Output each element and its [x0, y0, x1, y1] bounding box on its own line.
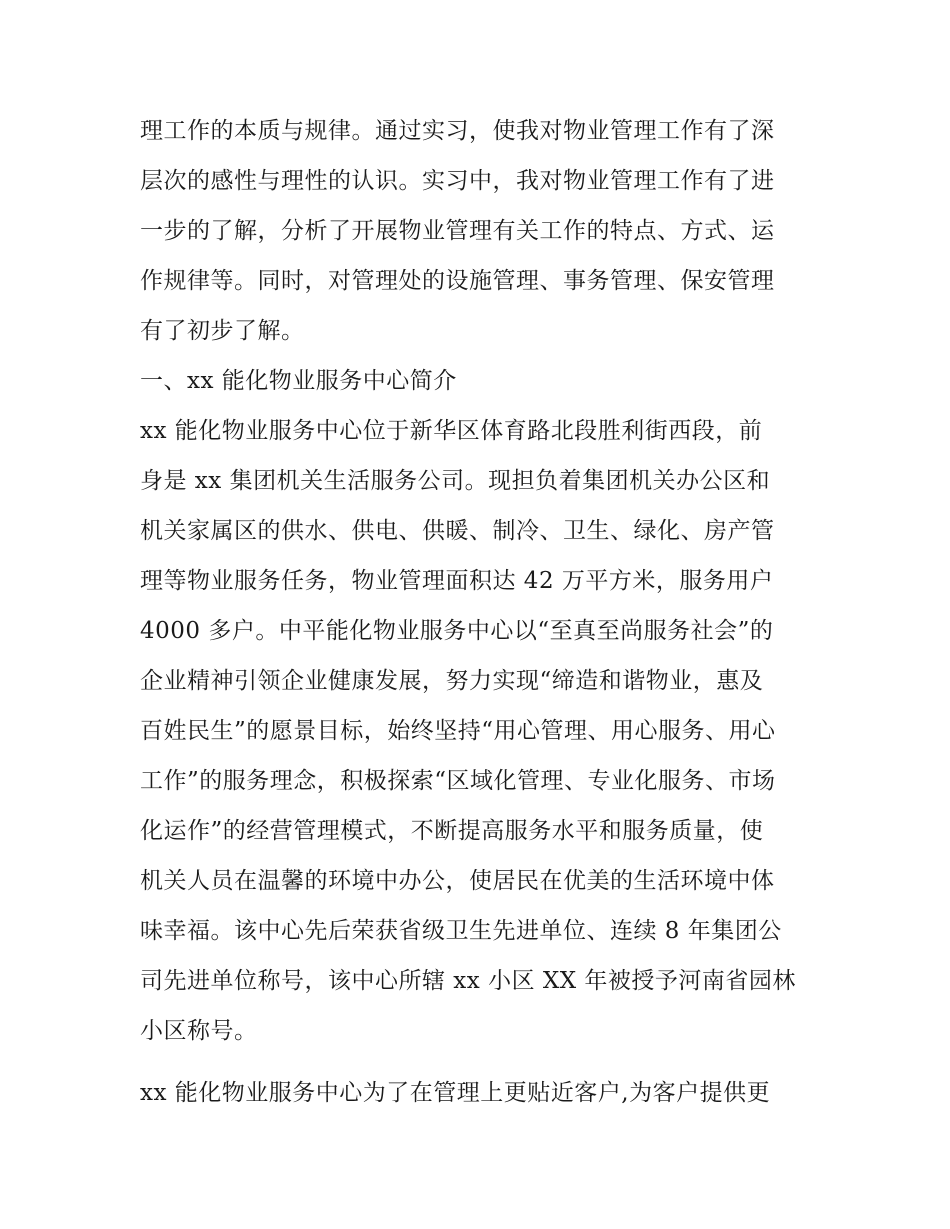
- paragraph-line: 机关人员在温馨的环境中办公，使居民在优美的生活环境中体: [140, 868, 775, 894]
- paragraph-line: 理工作的本质与规律。通过实习，使我对物业管理工作有了深: [140, 118, 775, 144]
- paragraph-line: 机关家属区的供水、供电、供暖、制冷、卫生、绿化、房产管: [140, 518, 775, 544]
- paragraph-line: 层次的感性与理性的认识。实习中，我对物业管理工作有了进: [140, 168, 775, 194]
- paragraph-line: 4000 多户。中平能化物业服务中心以“至真至尚服务社会”的: [140, 618, 774, 644]
- paragraph-line: 企业精神引领企业健康发展，努力实现“缔造和谐物业，惠及: [140, 668, 764, 694]
- paragraph-line: 身是 xx 集团机关生活服务公司。现担负着集团机关办公区和: [140, 468, 771, 494]
- paragraph-line: xx 能化物业服务中心为了在管理上更贴近客户,为客户提供更: [140, 1080, 771, 1106]
- paragraph-line: 味幸福。该中心先后荣获省级卫生先进单位、连续 8 年集团公: [140, 918, 782, 944]
- section-heading: 一、xx 能化物业服务中心简介: [140, 368, 457, 394]
- paragraph-line: 百姓民生”的愿景目标，始终坚持“用心管理、用心服务、用心: [140, 718, 776, 744]
- paragraph-line: 一步的了解，分析了开展物业管理有关工作的特点、方式、运: [140, 218, 775, 244]
- paragraph-line: 小区称号。: [140, 1018, 258, 1044]
- paragraph-line: 司先进单位称号，该中心所辖 xx 小区 XX 年被授予河南省园林: [140, 968, 796, 994]
- paragraph-line: 工作”的服务理念，积极探索“区域化管理、专业化服务、市场: [140, 768, 776, 794]
- paragraph-line: 理等物业服务任务，物业管理面积达 42 万平方米，服务用户: [140, 568, 774, 594]
- paragraph-line: 化运作”的经营管理模式，不断提高服务水平和服务质量，使: [140, 818, 764, 844]
- paragraph-line: 作规律等。同时，对管理处的设施管理、事务管理、保安管理: [140, 268, 775, 294]
- paragraph-line: 有了初步了解。: [140, 318, 305, 344]
- paragraph-line: xx 能化物业服务中心位于新华区体育路北段胜利街西段，前: [140, 418, 763, 444]
